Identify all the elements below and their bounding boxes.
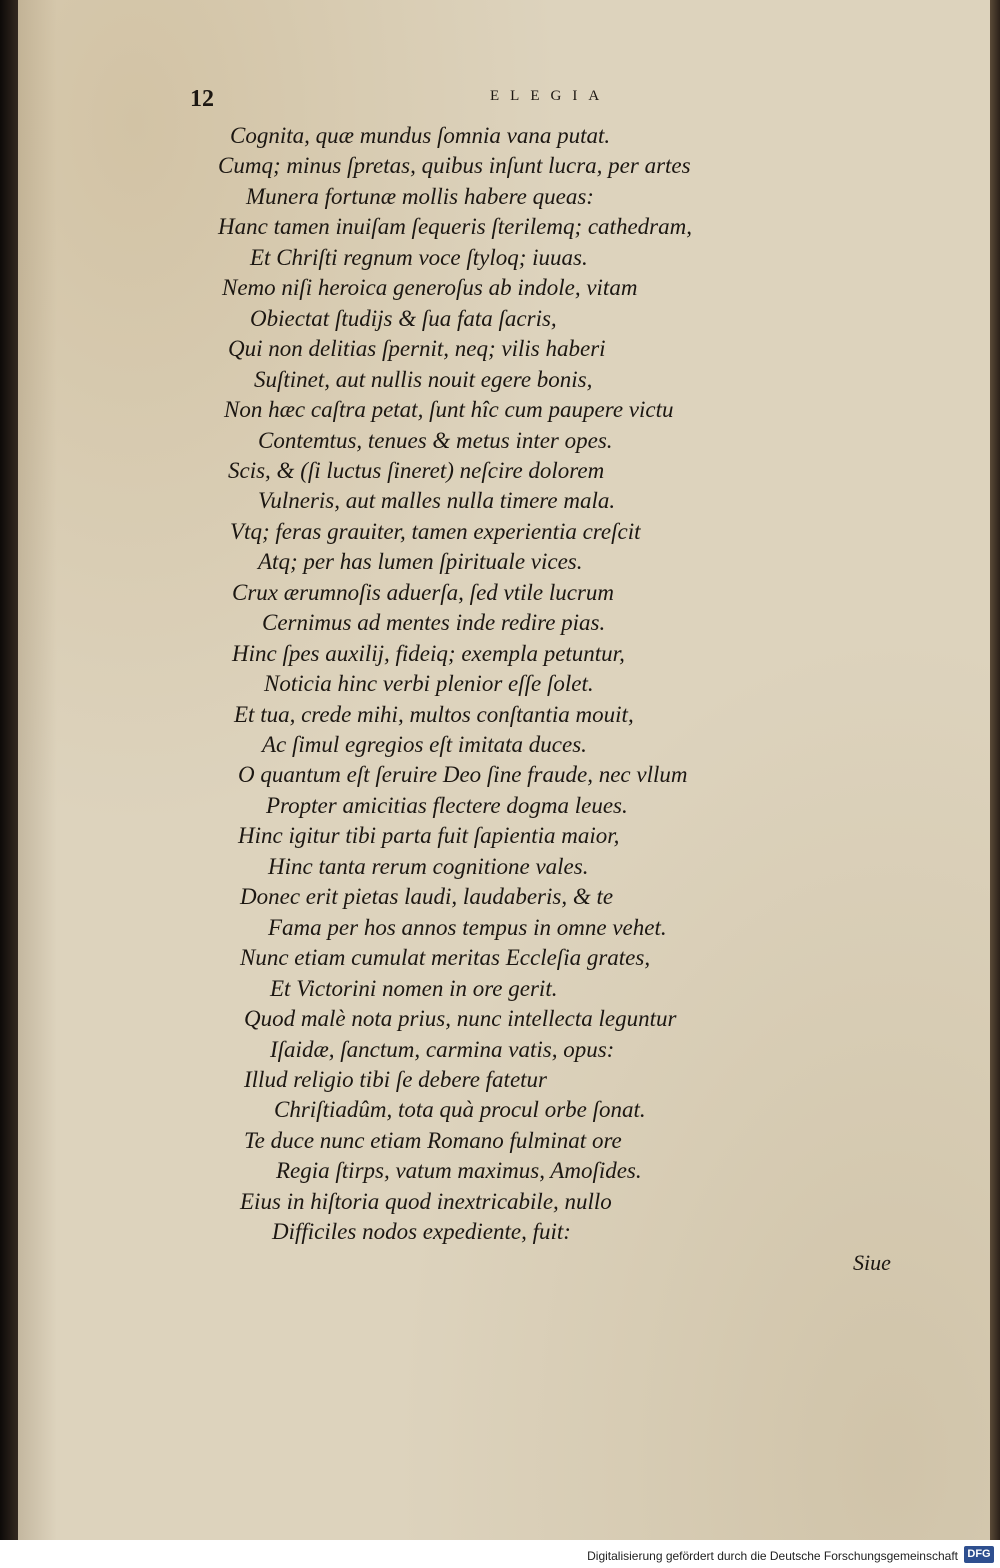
verse-line: Propter amicitias flectere dogma leues. [266, 793, 628, 818]
verse-line: Suſtinet, aut nullis nouit egere bonis, [254, 367, 593, 392]
verse-line: Atq; per has lumen ſpirituale vices. [258, 549, 583, 574]
verse-line: Regia ſtirps, vatum maximus, Amoſides. [276, 1158, 642, 1183]
verse-line: Et Victorini nomen in ore gerit. [270, 976, 558, 1001]
verse-line: Cernimus ad mentes inde redire pias. [262, 610, 606, 635]
verse-line: Obiectat ſtudijs & ſua fata ſacris, [250, 306, 557, 331]
verse-line: Difficiles nodos expediente, fuit: [272, 1219, 571, 1244]
verse-line: O quantum eſt ſeruire Deo ſine fraude, nec vllum [238, 762, 688, 787]
verse-line: Non hæc caſtra petat, ſunt hîc cum paupere victu [224, 397, 674, 422]
dfg-logo: DFG [964, 1546, 994, 1563]
verse-line: Hanc tamen inuiſam ſequeris ſterilemq; cathedram, [218, 214, 692, 239]
verse-line: Fama per hos annos tempus in omne vehet. [268, 915, 667, 940]
page-number: 12 [190, 86, 214, 112]
verse-line: Munera fortunæ mollis habere queas: [246, 184, 594, 209]
verse-line: Donec erit pietas laudi, laudaberis, & te [240, 884, 614, 909]
verse-line: Quod malè nota prius, nunc intellecta leguntur [244, 1006, 677, 1031]
verse-line: Nunc etiam cumulat meritas Eccleſia grates, [240, 945, 651, 970]
verse-line: Crux ærumnoſis aduerſa, ſed vtile lucrum [232, 580, 615, 605]
verse-line: Cumq; minus ſpretas, quibus inſunt lucra, per artes [218, 153, 691, 178]
verse-line: Iſaidæ, ſanctum, carmina vatis, opus: [270, 1037, 615, 1062]
catchword: Siue [853, 1250, 891, 1275]
verse-line: Vulneris, aut malles nulla timere mala. [258, 488, 616, 513]
verse-line: Scis, & (ſi luctus ſineret) neſcire dolorem [228, 458, 605, 483]
verse-line: Ac ſimul egregios eſt imitata duces. [262, 732, 587, 757]
verse-line: Eius in hiſtoria quod inextricabile, nullo [240, 1189, 612, 1214]
footer-credit: Digitalisierung gefördert durch die Deutsche Forschungsgemeinschaft [587, 1549, 958, 1563]
verse-line: Noticia hinc verbi plenior eſſe ſolet. [264, 671, 594, 696]
verse-line: Vtq; feras grauiter, tamen experientia creſcit [230, 519, 641, 544]
verse-line: Hinc ſpes auxilij, fideiq; exempla petuntur, [232, 641, 625, 666]
verse-line: Et Chriſti regnum voce ſtyloq; iuuas. [250, 245, 588, 270]
verse-line: Nemo niſi heroica generoſus ab indole, vitam [222, 275, 638, 300]
running-head: ELEGIA [490, 88, 611, 104]
verse-line: Illud religio tibi ſe debere fatetur [244, 1067, 547, 1092]
verse-line: Chriſtiadûm, tota quà procul orbe ſonat. [274, 1097, 646, 1122]
verse-line: Contemtus, tenues & metus inter opes. [258, 428, 613, 453]
verse-line: Et tua, crede mihi, multos conſtantia mouit, [234, 702, 634, 727]
verse-line: Hinc tanta rerum cognitione vales. [268, 854, 589, 879]
scan-right-edge [990, 0, 1000, 1540]
verse-line: Qui non delitias ſpernit, neq; vilis haberi [228, 336, 606, 361]
verse-line: Cognita, quæ mundus ſomnia vana putat. [230, 123, 611, 148]
verse-line: Te duce nunc etiam Romano fulminat ore [244, 1128, 622, 1153]
verse-line: Hinc igitur tibi parta fuit ſapientia maior, [238, 823, 620, 848]
